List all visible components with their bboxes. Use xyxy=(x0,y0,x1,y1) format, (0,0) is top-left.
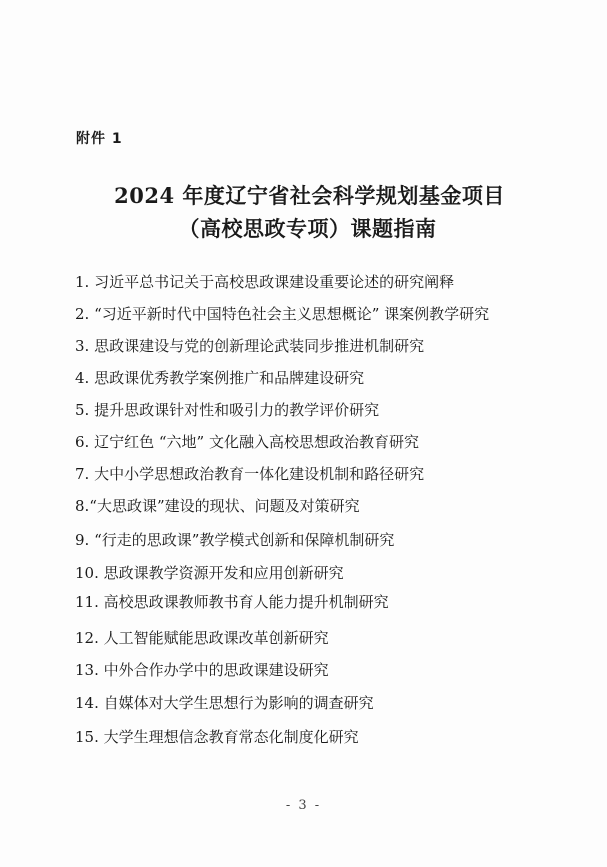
topic-item-1: 1. 习近平总书记关于高校思政课建设重要论述的研究阐释 xyxy=(75,273,455,291)
document-title-line-1: 2024 年度辽宁省社会科学规划基金项目 xyxy=(114,183,505,208)
topic-item-7: 7. 大中小学思想政治教育一体化建设机制和路径研究 xyxy=(75,465,425,483)
topic-item-13: 13. 中外合作办学中的思政课建设研究 xyxy=(75,661,329,679)
topic-item-2: 2. “习近平新时代中国特色社会主义思想概论” 课案例教学研究 xyxy=(75,305,490,323)
topic-item-4: 4. 思政课优秀教学案例推广和品牌建设研究 xyxy=(75,369,365,387)
topic-item-15: 15. 大学生理想信念教育常态化制度化研究 xyxy=(75,728,359,746)
topic-item-10: 10. 思政课教学资源开发和应用创新研究 xyxy=(75,564,344,582)
document-title-line-2: （高校思政专项）课题指南 xyxy=(178,216,437,241)
topic-item-6: 6. 辽宁红色 “六地” 文化融入高校思想政治教育研究 xyxy=(75,433,419,451)
topic-item-14: 14. 自媒体对大学生思想行为影响的调查研究 xyxy=(75,694,374,712)
topic-item-5: 5. 提升思政课针对性和吸引力的教学评价研究 xyxy=(75,401,380,419)
attachment-label: 附件 1 xyxy=(76,131,123,147)
topic-item-9: 9. “行走的思政课”教学模式创新和保障机制研究 xyxy=(75,531,395,549)
topic-item-3: 3. 思政课建设与党的创新理论武装同步推进机制研究 xyxy=(75,337,425,355)
topic-item-11: 11. 高校思政课教师教书育人能力提升机制研究 xyxy=(75,593,389,611)
page-number: - 3 - xyxy=(285,798,322,813)
topic-item-12: 12. 人工智能赋能思政课改革创新研究 xyxy=(75,629,329,647)
topic-item-8: 8.“大思政课”建设的现状、问题及对策研究 xyxy=(75,497,360,515)
